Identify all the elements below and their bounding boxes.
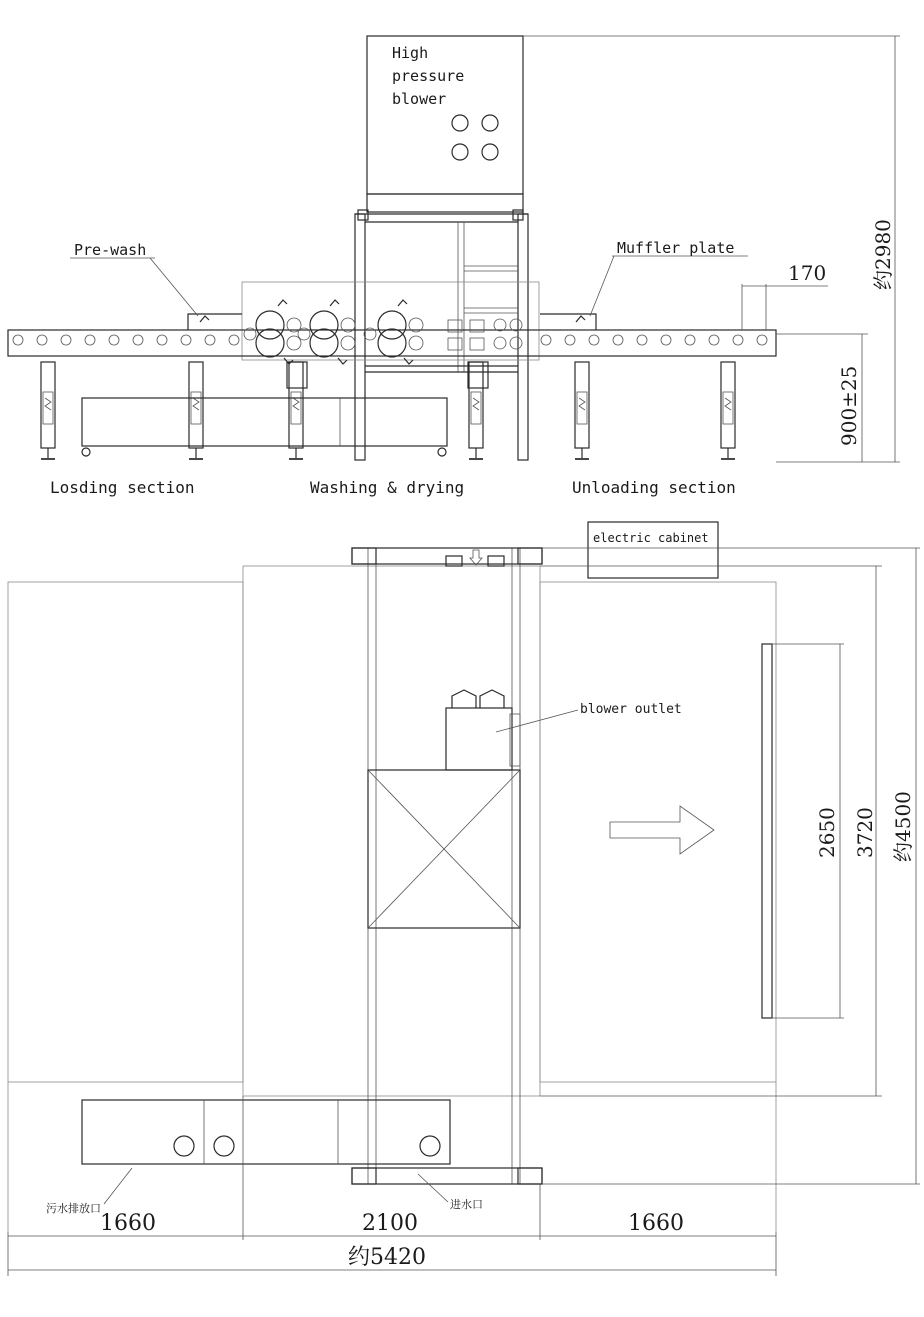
loading-table [8, 582, 243, 1082]
drain-leader [104, 1168, 132, 1204]
tank-wheel [438, 448, 446, 456]
blower-port [482, 144, 498, 160]
dim-table-height: 900±25 [837, 365, 861, 446]
leg [289, 362, 303, 459]
dim-left: 1660 [100, 1211, 156, 1236]
side-view [8, 36, 900, 497]
prewash-hood [188, 314, 242, 330]
tank-port [420, 1136, 440, 1156]
wash-brushes [244, 311, 522, 357]
muffler-leader [590, 256, 614, 316]
support-legs [41, 362, 735, 459]
frame-post [518, 214, 528, 460]
blower-unit [446, 708, 512, 770]
blower-label-line1: High [392, 44, 429, 62]
dim-4500: 约4500 [891, 791, 915, 862]
dim-right: 1660 [628, 1211, 684, 1236]
top-view [8, 522, 920, 1276]
muffler-plate [540, 314, 596, 330]
conveyor-roller [685, 335, 695, 345]
unloading-table [540, 582, 776, 1082]
water-tank-top [82, 1100, 450, 1164]
prewash-leader [150, 258, 198, 316]
tank-port [214, 1136, 234, 1156]
conveyor-bed [8, 330, 776, 356]
leg [575, 362, 589, 459]
section-unloading: Unloading section [572, 478, 736, 497]
muffler-label: Muffler plate [617, 239, 735, 257]
blower-base [367, 194, 523, 212]
conveyor-roller [13, 335, 23, 345]
leg [469, 362, 483, 459]
conveyor-roller [37, 335, 47, 345]
wash-machine-body [243, 566, 540, 1096]
bottom-beam [352, 1168, 542, 1184]
blower-port [452, 144, 468, 160]
down-arrow-icon [470, 550, 482, 565]
tank-wheel [82, 448, 90, 456]
conveyor-roller [589, 335, 599, 345]
conveyor-roller [709, 335, 719, 345]
conveyor-roller [205, 335, 215, 345]
dim-total: 约5420 [348, 1245, 426, 1270]
tank-port [174, 1136, 194, 1156]
dim-2650: 2650 [815, 807, 839, 858]
conveyor-rollers [13, 335, 767, 345]
drain-label: 污水排放口 [46, 1202, 101, 1215]
conveyor-roller [757, 335, 767, 345]
dim-3720: 3720 [853, 807, 877, 858]
blower-port [482, 115, 498, 131]
conveyor-roller [85, 335, 95, 345]
blower-label-line2: pressure [392, 67, 465, 85]
inlet-label: 进水口 [450, 1198, 483, 1211]
cabinet-label: electric cabinet [593, 531, 709, 545]
conveyor-roller [733, 335, 743, 345]
water-tank [82, 398, 447, 446]
blower-outlet-label: blower outlet [580, 702, 682, 717]
conveyor-roller [157, 335, 167, 345]
dim-middle: 2100 [362, 1211, 418, 1236]
section-washing: Washing & drying [310, 478, 465, 497]
leg [41, 362, 55, 459]
flow-direction-arrow-icon [610, 806, 714, 854]
conveyor-roller [109, 335, 119, 345]
pump [287, 362, 307, 388]
blower-port [452, 115, 468, 131]
leg [721, 362, 735, 459]
conveyor-roller [61, 335, 71, 345]
inlet-leader [418, 1174, 448, 1202]
wash-cabinet [242, 282, 539, 360]
conveyor-roller [661, 335, 671, 345]
conveyor-roller [541, 335, 551, 345]
dim-170: 170 [788, 261, 827, 285]
conveyor-roller [229, 335, 239, 345]
unloading-stop-bar [762, 644, 772, 1018]
conveyor-roller [637, 335, 647, 345]
blower-label-line3: blower [392, 90, 447, 108]
prewash-label: Pre-wash [74, 241, 147, 259]
blower-housing [367, 36, 523, 194]
frame-post [355, 214, 365, 460]
conveyor-roller [565, 335, 575, 345]
dim-height: 约2980 [871, 219, 895, 290]
section-loading: Losding section [50, 478, 195, 497]
leg [189, 362, 203, 459]
conveyor-roller [181, 335, 191, 345]
conveyor-roller [613, 335, 623, 345]
blower-outlet-leader [496, 710, 578, 732]
conveyor-roller [133, 335, 143, 345]
